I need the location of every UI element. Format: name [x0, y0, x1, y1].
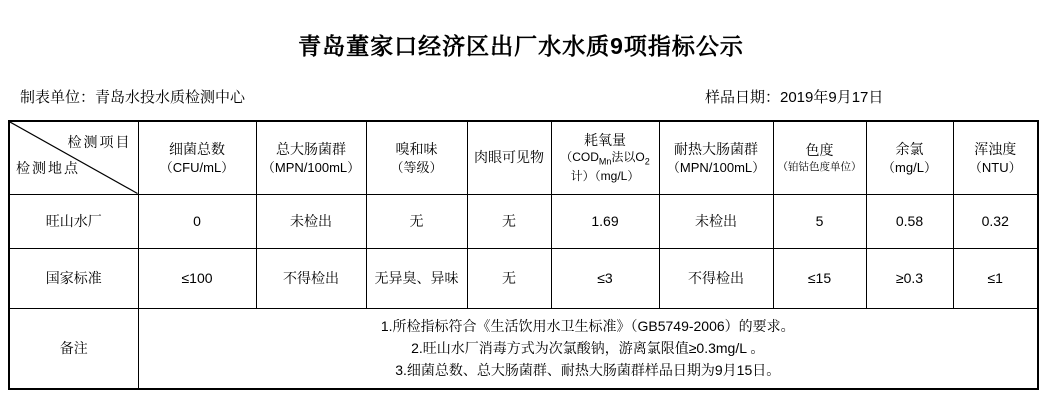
header-row	[9, 121, 1038, 194]
table-cell: 无	[366, 194, 467, 248]
col-header-chroma	[773, 121, 866, 194]
table-cell: 0.32	[953, 194, 1038, 248]
remark-line-2: 2.旺山水厂消毒方式为次氯酸钠，游离氯限值≥0.3mg/L 。	[411, 340, 765, 357]
table-cell: 未检出	[256, 194, 366, 248]
cod-unit-part: 计）（mg/L）	[570, 169, 640, 184]
page-title: 青岛董家口经济区出厂水水质9项指标公示	[298, 33, 744, 59]
col-header-heat-resistant-coliform	[659, 121, 773, 194]
col-name: 嗅和味	[395, 140, 438, 157]
col-name: 肉眼可见物	[474, 149, 544, 166]
table-cell: 不得检出	[256, 248, 366, 308]
col-name: 细菌总数	[169, 140, 225, 157]
remarks-label: 备注	[9, 308, 138, 389]
row-label: 旺山水厂	[9, 194, 138, 248]
table-cell: ≤1	[953, 248, 1038, 308]
col-unit: （NTU）	[968, 159, 1022, 175]
col-name: 耗氧量	[584, 132, 626, 149]
col-header-cod	[551, 121, 659, 194]
col-name: 色度	[805, 142, 834, 159]
cod-unit-part: （COD	[560, 150, 599, 165]
col-unit: （MPN/100mL）	[666, 159, 766, 175]
row-national-standard	[9, 248, 1038, 308]
cod-subscript-mn: Mn	[598, 156, 612, 167]
table-cell: 0.58	[866, 194, 953, 248]
remarks-row	[9, 308, 1038, 389]
table-cell: ≤100	[138, 248, 256, 308]
col-name: 余氯	[895, 140, 924, 157]
cod-subscript-2: 2	[644, 156, 650, 167]
col-unit: （mg/L）	[882, 159, 937, 175]
remarks-content	[138, 308, 1038, 389]
table-cell: ≤15	[773, 248, 866, 308]
table-cell: 0	[138, 194, 256, 248]
col-name: 耐热大肠菌群	[674, 140, 758, 157]
corner-label-locations: 检测地点	[16, 159, 80, 176]
col-name: 总大肠菌群	[276, 140, 346, 157]
sample-date-label: 样品日期：2019年9月17日	[705, 89, 884, 106]
table-cell: ≤3	[551, 248, 659, 308]
col-unit: （CFU/mL）	[159, 159, 235, 175]
col-unit: （MPN/100mL）	[261, 159, 361, 175]
row-wangshan-plant	[9, 194, 1038, 248]
corner-header-cell	[9, 121, 138, 194]
col-header-residual-chlorine	[866, 121, 953, 194]
issuer-label: 制表单位：青岛水投水质检测中心	[20, 89, 246, 106]
table-cell: ≥0.3	[866, 248, 953, 308]
col-unit	[552, 150, 659, 184]
table-cell: 无	[467, 194, 551, 248]
table-cell: 1.69	[551, 194, 659, 248]
table-cell: 无	[467, 248, 551, 308]
cod-unit-part: 法以O	[611, 150, 645, 165]
water-quality-table	[8, 120, 1039, 390]
col-unit: （铂钴色度单位）	[777, 161, 862, 174]
table-cell: 5	[773, 194, 866, 248]
table-cell: 无异臭、异味	[366, 248, 467, 308]
col-header-turbidity	[953, 121, 1038, 194]
row-label: 国家标准	[9, 248, 138, 308]
col-header-total-coliform	[256, 121, 366, 194]
col-unit: （等级）	[390, 159, 443, 175]
col-header-odor-taste	[366, 121, 467, 194]
table-cell: 未检出	[659, 194, 773, 248]
col-name: 浑浊度	[974, 140, 1017, 157]
col-header-visible-matter	[467, 121, 551, 194]
table-cell: 不得检出	[659, 248, 773, 308]
remark-line-3: 3.细菌总数、总大肠菌群、耐热大肠菌群样品日期为9月15日。	[395, 362, 781, 379]
corner-label-items: 检测项目	[67, 134, 132, 150]
remark-line-1: 1.所检指标符合《生活饮用水卫生标准》（GB5749-2006）的要求。	[380, 318, 795, 335]
col-header-total-bacteria	[138, 121, 256, 194]
